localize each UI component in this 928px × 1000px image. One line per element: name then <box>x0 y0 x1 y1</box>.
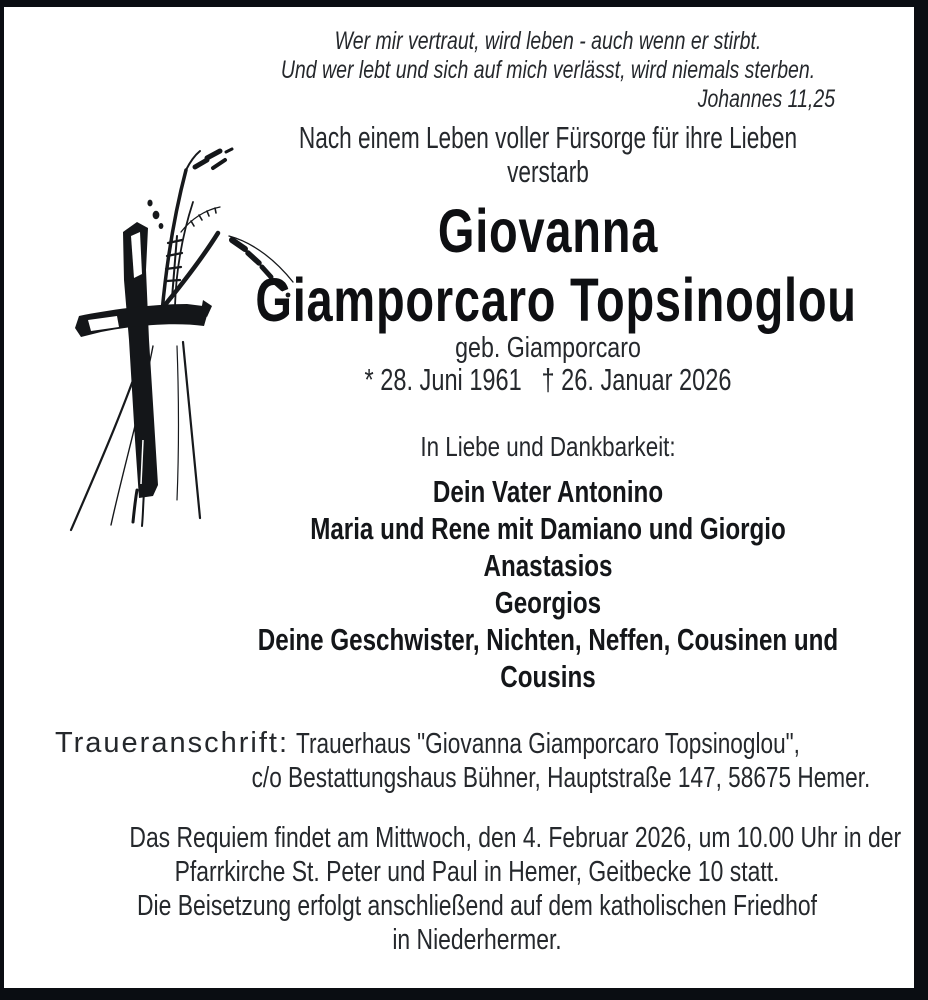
mourning-address <box>251 727 871 795</box>
intro-line: verstarb <box>507 154 589 189</box>
death-date: † 26. Januar 2026 <box>541 362 732 397</box>
maiden-name: geb. Giamporcaro <box>455 332 641 364</box>
service-info <box>129 821 902 957</box>
mourner-line: Maria und Rene mit Damiano und Giorgio <box>310 511 786 546</box>
mourning-address-line: Trauerhaus "Giovanna Giamporcaro Topsinoglou", <box>296 728 800 760</box>
deceased-name <box>255 197 857 335</box>
mourning-address-label: Traueranschrift: <box>55 727 289 759</box>
quote-line: Und wer lebt und sich auf mich verlässt, wird niemals sterben. <box>280 56 816 84</box>
intro-text <box>271 121 826 189</box>
quote-attribution: Johannes 11,25 <box>697 85 836 113</box>
mourner-line: Deine Geschwister, Nichten, Neffen, Cousinen und <box>257 622 839 657</box>
intro-line: Nach einem Leben voller Fürsorge für ihre Lieben <box>298 120 798 155</box>
mourner-line: Georgios <box>494 585 602 620</box>
life-dates <box>259 362 837 398</box>
mourning-address-line: c/o Bestattungshaus Bühner, Hauptstraße 147, 58675 Hemer. <box>251 762 871 794</box>
mourner-line: Anastasios <box>483 548 613 583</box>
mourners-list <box>252 473 845 695</box>
deceased-first-name: Giovanna <box>437 197 659 265</box>
service-line: Das Requiem findet am Mittwoch, den 4. Februar 2026, um 10.00 Uhr in der <box>129 822 902 854</box>
deceased-last-name: Giamporcaro Topsinoglou <box>255 266 857 334</box>
mourner-line: Cousins <box>500 659 596 694</box>
bible-quote <box>252 27 845 114</box>
service-line: Die Beisetzung erfolgt anschließend auf dem katholischen Friedhof <box>136 890 818 922</box>
birth-date: * 28. Juni 1961 <box>364 362 522 397</box>
service-line: Pfarrkirche St. Peter und Paul in Hemer, Geitbecke 10 statt. <box>174 856 780 888</box>
mourner-line: Dein Vater Antonino <box>432 474 664 509</box>
quote-line: Wer mir vertraut, wird leben - auch wenn er stirbt. <box>334 27 762 55</box>
dedication-text: In Liebe und Dankbarkeit: <box>420 431 676 462</box>
service-line: in Niederhermer. <box>392 924 562 956</box>
